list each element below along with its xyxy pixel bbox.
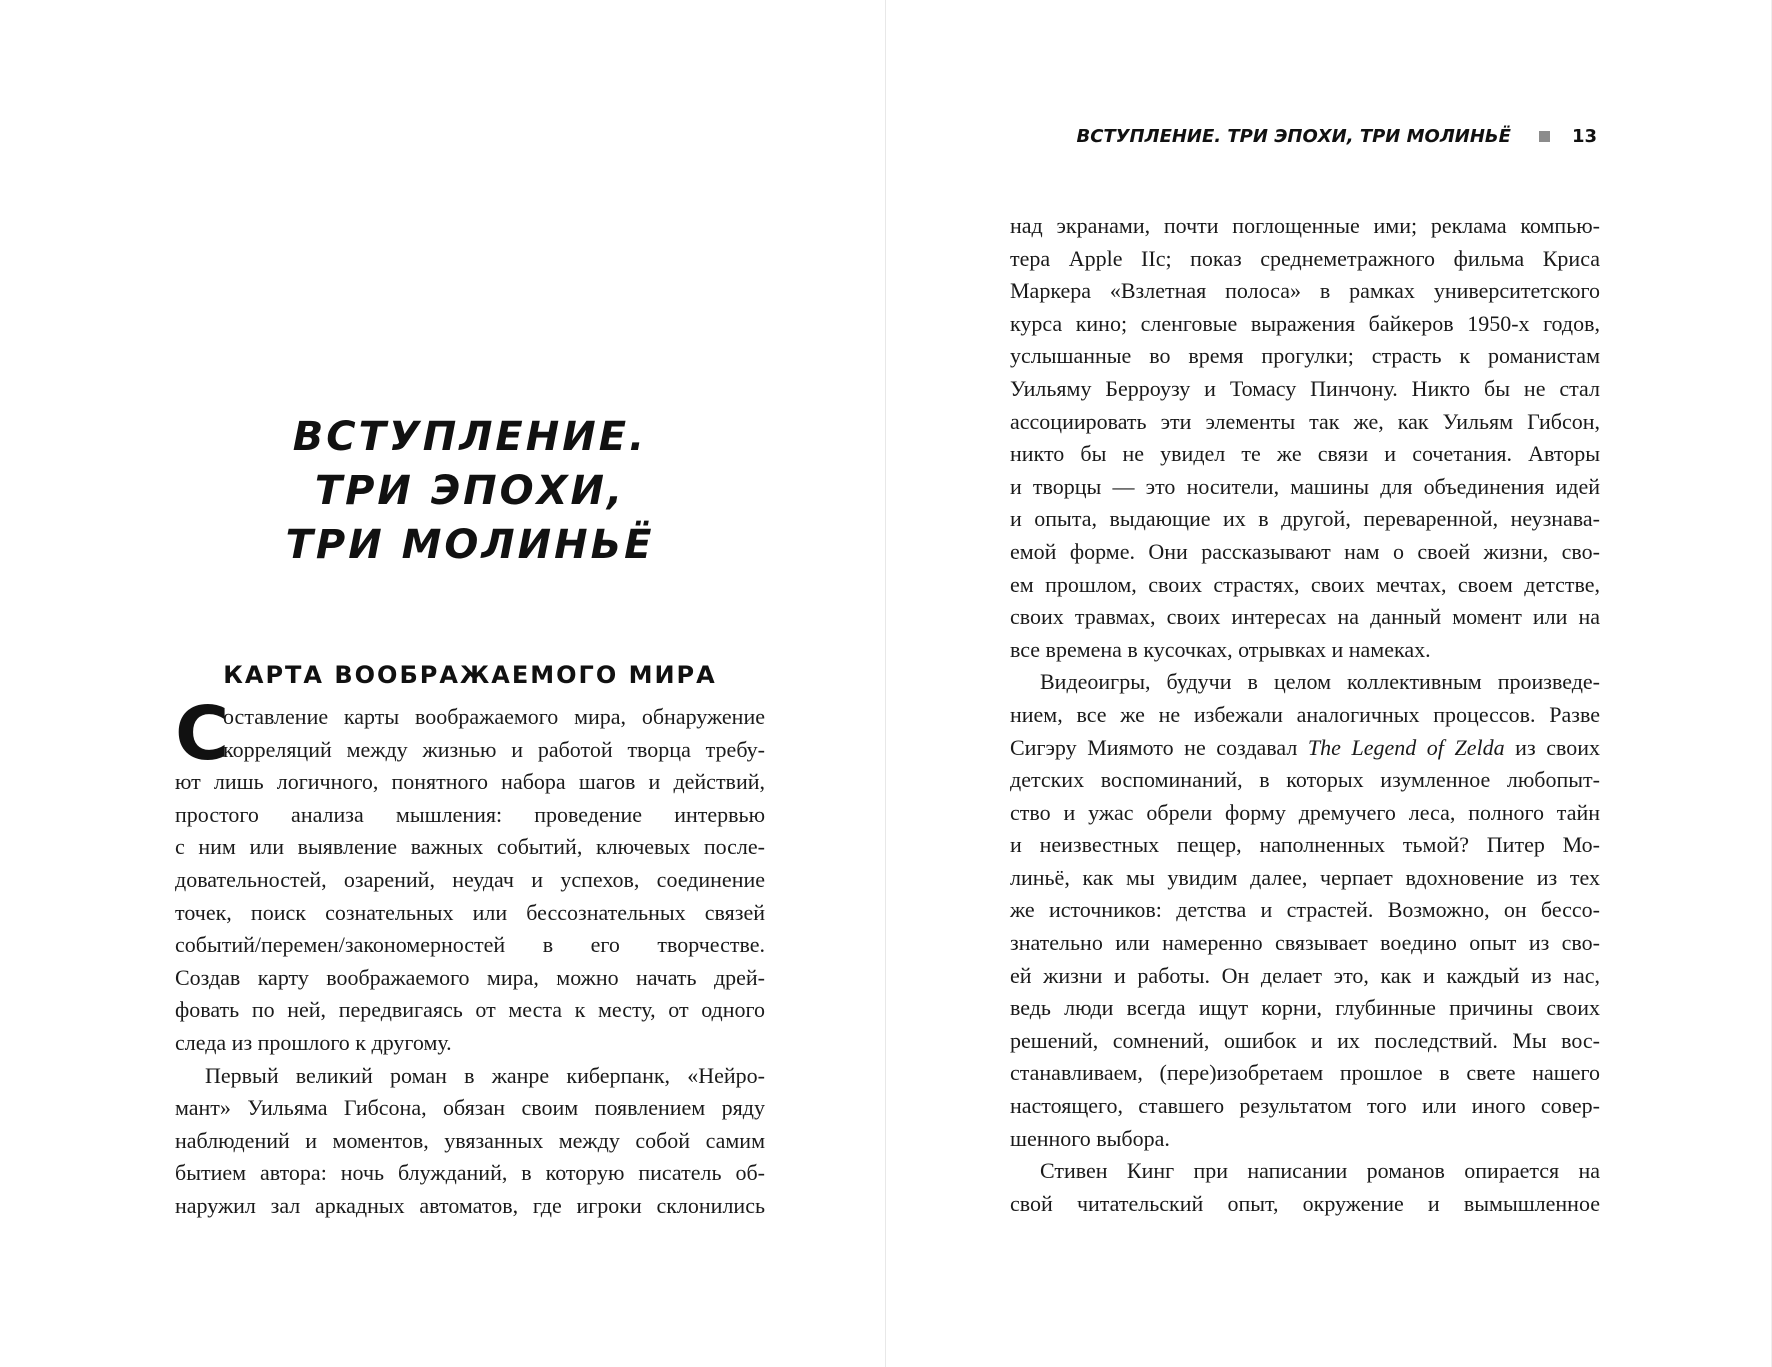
text-line: мант» Уильяма Гибсона, обязан своим появлением ряду [175,1095,765,1121]
text-line: следа из прошлого к другому. [175,1029,452,1055]
text-line: тера Apple IIc; показ среднеметражного фильма Криса [1010,245,1600,271]
text-line: Стивен Кинг при написании романов опирается на [1040,1158,1600,1184]
text-line: бытием автора: ночь блужданий, в которую писатель об- [175,1160,765,1186]
text-line: событий/перемен/закономерностей в его творчестве. [175,932,765,958]
running-head-title: ВСТУПЛЕНИЕ. ТРИ ЭПОХИ, ТРИ МОЛИНЬЁ [1076,126,1511,147]
text-line: с ним или выявление важных событий, ключевых после- [175,834,765,860]
chapter-title-line: ВСТУПЛЕНИЕ. [292,414,648,460]
text-line: ство и ужас обрели форму дремучего леса, полного тайн [1010,799,1600,825]
section-heading: КАРТА ВООБРАЖАЕМОГО МИРА [223,661,717,689]
text-line: ассоциировать эти элементы так же, как Уильям Гибсон, [1010,408,1600,434]
chapter-title-line: ТРИ МОЛИНЬЁ [285,522,655,568]
text-line: Маркера «Взлетная полоса» в рамках университетского [1010,278,1600,304]
text-line: простого анализа мышления: проведение интервью [175,801,765,827]
text-line: свой читательский опыт, окружение и вымышленное [1010,1190,1600,1216]
text-line: никто бы не увидел те же связи и сочетания. Авторы [1010,441,1600,467]
text-line: все времена в кусочках, отрывках и намеках. [1010,636,1431,662]
text-line [1010,732,1600,765]
text-line: Создав карту воображаемого мира, можно начать дрей- [175,964,765,990]
text-line: Видеоигры, будучи в целом коллективным произведе- [1040,669,1600,695]
text-line: и опыта, выдающие их в другой, переваренной, неузнава- [1010,506,1600,532]
left-page [0,0,885,1367]
text-line: своих травмах, своих интересах на данный момент или на [1010,604,1600,630]
running-head [1076,126,1597,147]
text-line: оставление карты воображаемого мира, обнаружение [223,704,765,729]
text-line: ем прошлом, своих страстях, своих мечтах, своем детстве, [1010,571,1600,597]
text-line: нием, все же не избежали аналогичных процессов. Разве [1010,701,1600,727]
text-line: шенного выбора. [1010,1125,1170,1151]
text-line: наблюдений и моментов, увязанных между собой самим [175,1127,765,1153]
text-line: и неизвестных пещер, наполненных тьмой? Питер Мо- [1010,832,1600,858]
chapter-title-line: ТРИ ЭПОХИ, [314,468,626,514]
drop-cap: С [175,691,230,777]
text-line: настоящего, ставшего результатом того или иного совер- [1010,1093,1600,1119]
text-line: фовать по ней, передвигаясь от места к месту, от одного [175,997,765,1023]
page-number: 13 [1571,126,1597,147]
chapter-title [175,410,765,572]
square-bullet-icon [1539,131,1550,142]
text-line: Уильяму Берроузу и Томасу Пинчону. Никто бы не стал [1010,375,1600,401]
text-fragment: из своих [1504,734,1600,760]
text-line: станавливаем, (пере)изобретаем прошлое в свете нашего [1010,1060,1600,1086]
text-line: ведь люди всегда ищут корни, глубинные причины своих [1010,995,1600,1021]
text-line: ют лишь логичного, понятного набора шагов и действий, [175,769,765,795]
text-line: корреляций между жизнью и работой творца требу- [223,736,765,762]
text-line: довательностей, озарений, неудач и успехов, соединение [175,866,765,892]
text-line: знательно или намеренно связывает воедино опыт из сво- [1010,930,1600,956]
text-line: ей жизни и работы. Он делает это, как и каждый из нас, [1010,962,1600,988]
book-gutter [885,0,886,1367]
game-title: The Legend of Zelda [1307,734,1505,760]
right-body-text [1010,210,1600,1220]
text-line: наружил зал аркадных автоматов, где игроки склонились [175,1192,765,1218]
text-line: услышанные во время прогулки; страсть к романистам [1010,343,1600,369]
text-line: решений, сомнений, ошибок и их последствий. Мы вос- [1010,1027,1600,1053]
left-body-text [175,691,765,1223]
text-fragment: Сигэру Миямото не создавал [1010,734,1308,760]
text-line: Первый великий роман в жанре киберпанк, «Нейро- [205,1062,765,1088]
text-line: над экранами, почти поглощенные ими; реклама компью- [1010,213,1600,238]
text-line: детских воспоминаний, в которых изумленное любопыт- [1010,767,1600,793]
text-line: точек, поиск сознательных или бессознательных связей [175,899,765,925]
text-line: курса кино; сленговые выражения байкеров 1950-х годов, [1010,310,1600,336]
text-line: линьё, как мы увидим далее, черпает вдохновение из тех [1010,864,1600,890]
text-line: и творцы — это носители, машины для объединения идей [1010,473,1600,499]
text-line: емой форме. Они рассказывают нам о своей жизни, сво- [1010,538,1600,564]
text-line: же источников: детства и страстей. Возможно, он бессо- [1010,897,1600,923]
